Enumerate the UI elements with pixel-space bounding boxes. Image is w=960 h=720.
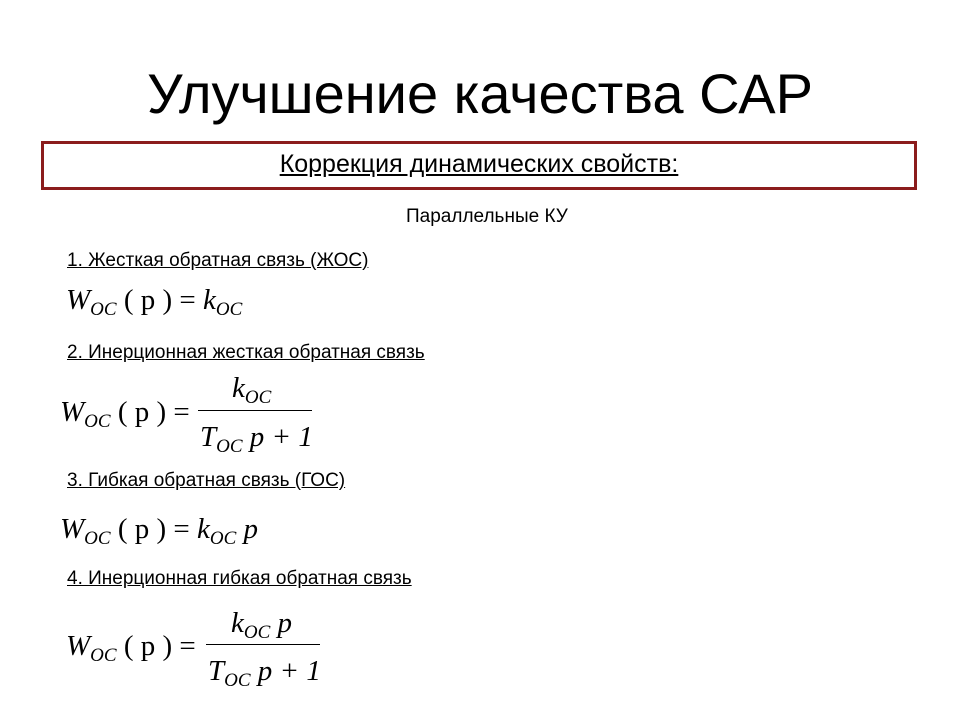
formula-4-t-sub: ОС bbox=[224, 670, 251, 691]
formula-4-k-sub: ОС bbox=[243, 622, 271, 643]
section-4-heading: 4. Инерционная гибкая обратная связь bbox=[67, 568, 412, 589]
formula-1-w: W bbox=[66, 284, 91, 316]
slide-title: Улучшение качества САР bbox=[146, 62, 813, 125]
formula-1 bbox=[66, 284, 242, 326]
formula-3-p: p bbox=[243, 513, 259, 545]
formula-4-w-sub: ОС bbox=[90, 645, 117, 666]
formula-2-numerator bbox=[232, 372, 271, 414]
formula-3-k-sub: ОС bbox=[209, 528, 237, 549]
formula-2-fraction-bar bbox=[198, 410, 312, 411]
formula-4-numerator bbox=[231, 607, 292, 649]
formula-4-arg: ( p ) = bbox=[123, 630, 196, 662]
formula-4-t: T bbox=[208, 655, 225, 687]
formula-2-t-sub: ОС bbox=[216, 436, 243, 457]
formula-4-lhs bbox=[66, 630, 196, 672]
formula-2-lhs bbox=[60, 396, 190, 438]
banner-text: Коррекция динамических свойств: bbox=[279, 150, 679, 178]
formula-3 bbox=[60, 513, 258, 555]
formula-2-w: W bbox=[60, 396, 85, 428]
formula-3-k: k bbox=[197, 513, 210, 545]
formula-3-w: W bbox=[60, 513, 85, 545]
formula-4-fraction-bar bbox=[206, 644, 320, 645]
formula-4-den-rest: p + 1 bbox=[257, 655, 321, 687]
formula-1-w-sub: ОС bbox=[90, 299, 117, 320]
formula-4-denominator bbox=[208, 655, 321, 697]
formula-2-w-sub: ОС bbox=[84, 411, 111, 432]
formula-4-w: W bbox=[66, 630, 91, 662]
formula-4-k: k bbox=[231, 607, 244, 639]
formula-3-w-sub: ОС bbox=[84, 528, 111, 549]
section-2-heading: 2. Инерционная жесткая обратная связь bbox=[67, 342, 425, 363]
formula-1-k-sub: ОС bbox=[215, 299, 243, 320]
formula-2-den-rest: p + 1 bbox=[249, 421, 313, 453]
formula-2-denominator bbox=[200, 421, 313, 463]
formula-2-k: k bbox=[232, 372, 245, 404]
subtitle: Параллельные КУ bbox=[406, 206, 568, 227]
formula-1-k: k bbox=[203, 284, 216, 316]
section-1-heading: 1. Жесткая обратная связь (ЖОС) bbox=[67, 250, 369, 271]
section-3-heading: 3. Гибкая обратная связь (ГОС) bbox=[67, 470, 346, 491]
formula-2-arg: ( p ) = bbox=[117, 396, 190, 428]
banner-box bbox=[41, 141, 917, 190]
formula-2-k-sub: ОС bbox=[244, 387, 272, 408]
formula-2-t: T bbox=[200, 421, 217, 453]
formula-4-num-p: p bbox=[277, 607, 293, 639]
formula-1-arg: ( p ) = bbox=[123, 284, 196, 316]
formula-3-arg: ( p ) = bbox=[117, 513, 190, 545]
